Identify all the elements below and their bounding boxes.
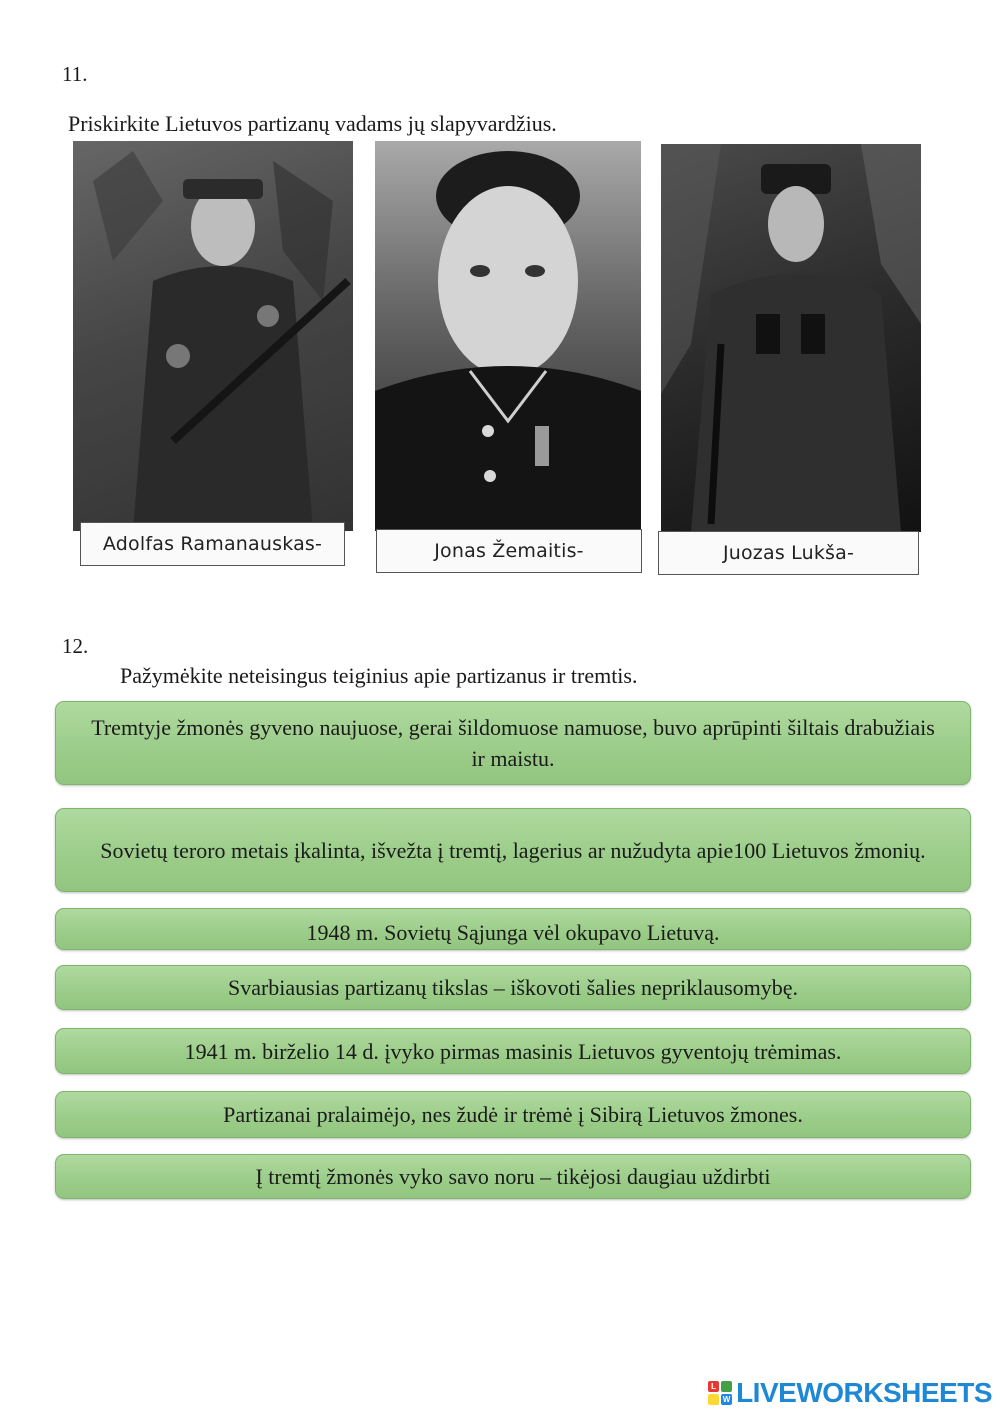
statement-option-5[interactable] (55, 1028, 971, 1074)
caption-adolfas-ramanauskas: Adolfas Ramanauskas- (80, 522, 345, 566)
logo-letter-w: W (722, 1395, 731, 1404)
statement-text: Svarbiausias partizanų tikslas – iškovoti šalies nepriklausomybę. (227, 975, 799, 1000)
caption-juozas-luksa: Juozas Lukša- (658, 531, 919, 575)
statement-option-6[interactable] (55, 1091, 971, 1138)
statement-option-7[interactable] (55, 1154, 971, 1199)
portrait-silhouette-2 (375, 141, 641, 531)
statement-text: 1948 m. Sovietų Sąjunga vėl okupavo Lietuvą. (306, 920, 720, 945)
logo-square-yellow (708, 1394, 719, 1405)
portrait-silhouette-1 (73, 141, 353, 531)
photo-adolfas-ramanauskas (73, 141, 353, 531)
statement-text: 1941 m. birželio 14 d. įvyko pirmas masinis Lietuvos gyventojų trėmimas. (184, 1038, 842, 1064)
statement-option-4[interactable] (55, 965, 971, 1010)
photo-jonas-zemaitis (375, 141, 641, 531)
caption-jonas-zemaitis: Jonas Žemaitis- (376, 529, 642, 573)
logo-text: LIVEWORKSHEETS (736, 1377, 992, 1408)
statement-text: Į tremtį žmonės vyko savo noru – tikėjosi daugiau uždirbti (255, 1164, 771, 1189)
statement-text: Tremtyje žmonės gyveno naujuose, gerai šildomuose namuose, buvo aprūpinti šiltais drabužiais ir maistu. (91, 715, 935, 771)
statement-option-2[interactable] (55, 808, 971, 892)
portrait-silhouette-3 (661, 144, 921, 532)
statement-option-3[interactable] (55, 908, 971, 950)
statement-text: Partizanai pralaimėjo, nes žudė ir trėmė į Sibirą Lietuvos žmones. (223, 1102, 803, 1127)
photo-juozas-luksa (661, 144, 921, 532)
question-12-instruction: Pažymėkite neteisingus teiginius apie partizanus ir tremtis. (120, 663, 638, 688)
statement-text: Sovietų teroro metais įkalinta, išvežta į tremtį, lagerius ar nužudyta apie100 Lietuvos žmonių. (100, 837, 926, 863)
liveworksheets-logo (708, 1376, 992, 1410)
logo-square-green (721, 1381, 732, 1392)
statement-option-1[interactable] (55, 701, 971, 785)
logo-icon (708, 1381, 732, 1405)
question-12-number: 12. (62, 634, 89, 658)
question-11-instruction: Priskirkite Lietuvos partizanų vadams jų slapyvardžius. (68, 111, 557, 136)
question-11-number: 11. (62, 62, 88, 86)
logo-letter-l: L (708, 1381, 719, 1392)
